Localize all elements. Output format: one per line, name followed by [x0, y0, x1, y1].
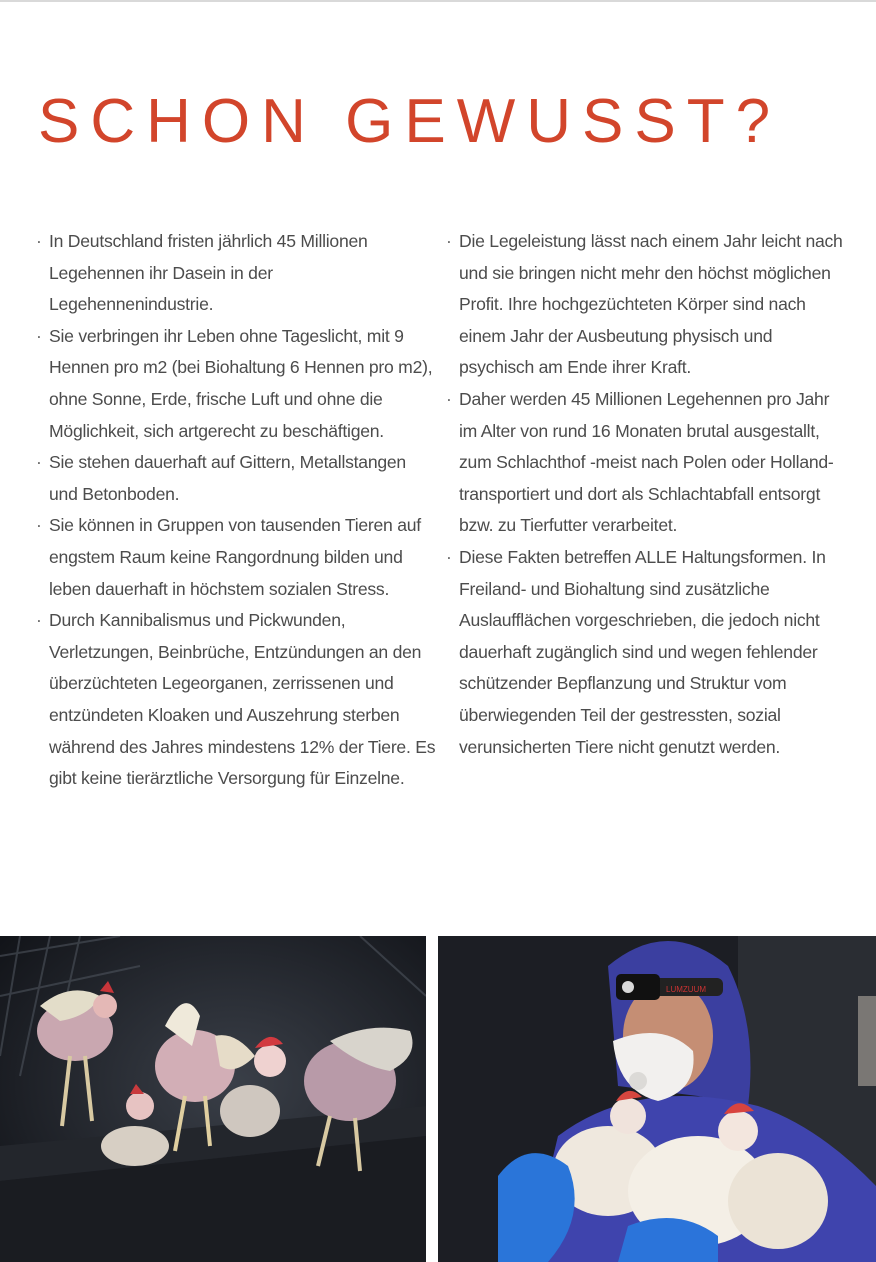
fact-item: · Die Legeleistung lässt nach einem Jahr leicht nach und sie bringen nicht mehr den höchst möglichen Profit. Ihre hochgezüchteten Körper sind nach einem Jahr der Ausbeutung physisch und psychisch am Ende ihrer Kraft.	[446, 226, 846, 384]
fact-item: · Daher werden 45 Millionen Legehennen pro Jahr im Alter von rund 16 Monaten brutal ausgestallt, zum Schlachthof -meist nach Polen oder Holland- transportiert und dort als Schlachtabfall entsorgt bzw. zu Tierfutter verarbeitet.	[446, 384, 846, 542]
fact-item: · In Deutschland fristen jährlich 45 Millionen Legehennen ihr Dasein in der Legehennenindustrie.	[36, 226, 436, 321]
headlamp-brand-label: LUMZUUM	[666, 985, 706, 994]
hens-in-barn-image	[0, 936, 426, 1262]
fact-item: · Sie können in Gruppen von tausenden Tieren auf engstem Raum keine Rangordnung bilden und leben dauerhaft in höchstem sozialen Stress.	[36, 510, 436, 605]
fact-item: · Diese Fakten betreffen ALLE Haltungsformen. In Freiland- und Biohaltung sind zusätzliche Auslaufflächen vorgeschrieben, die jedoch nicht dauerhaft zugänglich sind und wegen fehlender schützender Bepflanzung und Struktur vom überwiegenden Teil der gestressten, sozial verunsicherten Tiere nicht genutzt werden.	[446, 542, 846, 763]
rescuer-with-hens-image	[438, 936, 876, 1262]
facts-column-left	[36, 226, 436, 795]
fact-item: · Durch Kannibalismus und Pickwunden, Verletzungen, Beinbrüche, Entzündungen an den überzüchteten Legeorganen, zerrissenen und entzündeten Kloaken und Auszehrung sterben während des Jahres mindestens 12% der Tiere. Es gibt keine tierärztliche Versorgung für Einzelne.	[36, 605, 436, 795]
photo-rescuer-with-hens	[438, 936, 876, 1262]
fact-item: · Sie verbringen ihr Leben ohne Tageslicht, mit 9 Hennen pro m2 (bei Biohaltung 6 Hennen pro m2), ohne Sonne, Erde, frische Luft und ohne die Möglichkeit, sich artgerecht zu beschäftigen.	[36, 321, 436, 447]
photo-hens-in-barn	[0, 936, 426, 1262]
page-title: SCHON GEWUSST?	[38, 87, 782, 156]
facts-column-right	[446, 226, 846, 763]
top-divider	[0, 0, 876, 2]
fact-item: · Sie stehen dauerhaft auf Gittern, Metallstangen und Betonboden.	[36, 447, 436, 510]
